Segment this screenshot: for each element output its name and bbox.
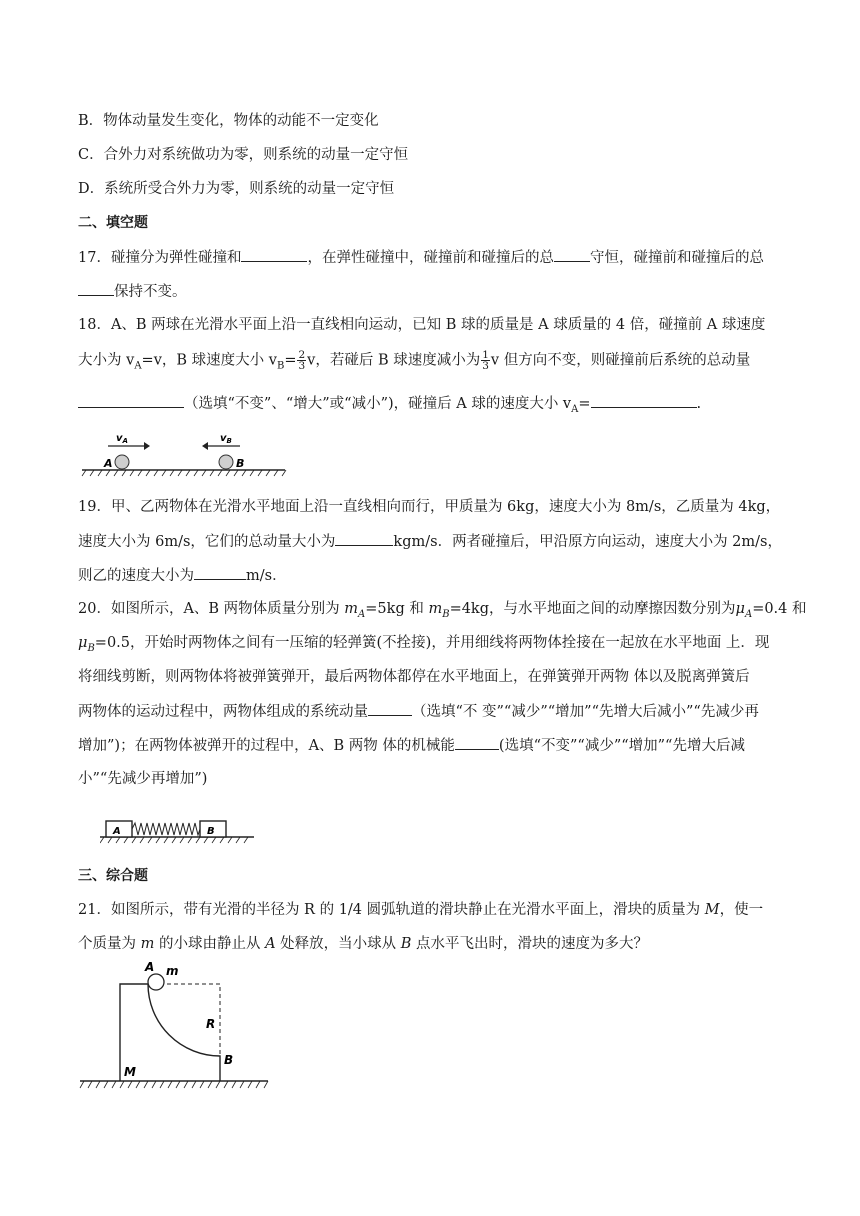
point-b-label: B bbox=[224, 1053, 234, 1067]
q21-arc-track-figure bbox=[76, 962, 276, 1096]
q20-line1: 20．如图所示，A、B 两物体质量分别为 $m_A=5kg$ 和 $m_B=4kg$，与水平地面之间的动摩擦因数分别为$\mu_A=0.4$ 和 bbox=[78, 601, 807, 620]
option-b: B．物体动量发生变化，物体的动能不一定变化 bbox=[78, 113, 379, 129]
spring bbox=[132, 823, 200, 835]
point-a-label: A bbox=[145, 962, 155, 974]
option-d: D．系统所受合外力为零，则系统的动量一定守恒 bbox=[78, 181, 395, 197]
section-fill-in: 二、填空题 bbox=[78, 215, 148, 231]
ball-mass-label: m bbox=[166, 964, 179, 978]
answer-blank[interactable] bbox=[368, 701, 412, 716]
answer-blank[interactable] bbox=[591, 393, 697, 408]
q18-line2: 大小为 $v_A=v$，B 球速度大小 $v_B=$ $\frac{2}{3}$ v，若碰后 B 球速度减小为 $\frac{1}{3}$ v 但方向不变，则碰撞前后系统的总动量 bbox=[78, 349, 751, 372]
q20-line3: 将细线剪断，则两物体将被弹簧弹开，最后两物体都停在水平地面上，在弹簧弹开两物 体以及脱离弹簧后 bbox=[78, 669, 750, 685]
q20-line6: 小”“先减少再增加”) bbox=[78, 771, 208, 787]
q19-line2: 速度大小为 6m/s，它们的总动量大小为 kgm/s．两者碰撞后，甲沿原方向运动，速度大小为 2m/s， bbox=[78, 531, 782, 552]
answer-blank[interactable] bbox=[194, 565, 246, 580]
fraction-one-third: $\frac{1}{3}$ bbox=[482, 349, 489, 372]
velocity-a-label: $v_A$ bbox=[116, 433, 128, 445]
answer-blank[interactable] bbox=[554, 247, 590, 262]
option-c: C．合外力对系统做功为零，则系统的动量一定守恒 bbox=[78, 147, 409, 163]
velocity-b-label: $v_B$ bbox=[220, 433, 232, 445]
q21-line1: 21．如图所示，带有光滑的半径为 R 的 1/4 圆弧轨道的滑块静止在光滑水平面上，滑块的质量为 M，使一 bbox=[78, 902, 764, 918]
q18-line1: 18．A、B 两球在光滑水平面上沿一直线相向运动，已知 B 球的质量是 A 球质量的 4 倍，碰撞前 A 球速度 bbox=[78, 317, 766, 333]
answer-blank[interactable] bbox=[335, 531, 393, 546]
q18-collision-figure bbox=[80, 428, 290, 478]
answer-blank[interactable] bbox=[455, 735, 499, 750]
q19-line3: 则乙的速度大小为 m/s． bbox=[78, 565, 287, 586]
q18-line3: （选填“不变”、“增大”或“减小”)，碰撞后 A 球的速度大小 $v_A=$ . bbox=[78, 393, 701, 420]
q19-line1: 19．甲、乙两物体在光滑水平地面上沿一直线相向而行，甲质量为 6kg，速度大小为 8m/s，乙质量为 4kg， bbox=[78, 499, 781, 515]
ball-b-label: B bbox=[236, 457, 245, 470]
fraction-two-thirds: $\frac{2}{3}$ bbox=[298, 349, 306, 372]
q20-spring-figure bbox=[100, 812, 260, 848]
radius-label: R bbox=[206, 1017, 216, 1031]
slider-mass-label: M bbox=[124, 1065, 136, 1079]
answer-blank[interactable] bbox=[78, 281, 114, 296]
q20-line2: $\mu_B=0.5$，开始时两物体之间有一压缩的轻弹簧(不拴接)，并用细线将两物体拴接在一起放在水平地面 上．现 bbox=[78, 635, 770, 654]
block-b-label: B bbox=[207, 826, 215, 837]
block-a-label: A bbox=[113, 826, 121, 837]
q20-line5: 增加”)；在两物体被弹开的过程中，A、B 两物 体的机械能 (选填“不变”“减少”“增加”“先增大后减 bbox=[78, 735, 745, 756]
q17-line2: 保持不变。 bbox=[78, 281, 187, 302]
q20-line4: 两物体的运动过程中，两物体组成的系统动量 （选填“不 变”“减少”“增加”“先增大后减小”“先减少再 bbox=[78, 701, 759, 722]
section-comprehensive: 三、综合题 bbox=[78, 868, 148, 884]
ball-a-label: A bbox=[104, 457, 113, 470]
answer-blank[interactable] bbox=[241, 247, 307, 262]
answer-blank[interactable] bbox=[78, 393, 184, 408]
q17-line1: 17．碰撞分为弹性碰撞和 ，在弹性碰撞中，碰撞前和碰撞后的总 守恒，碰撞前和碰撞后的总 bbox=[78, 247, 764, 268]
q21-line2: 个质量为 m 的小球由静止从 A 处释放，当小球从 B 点水平飞出时，滑块的速度为多大？ bbox=[78, 936, 649, 952]
